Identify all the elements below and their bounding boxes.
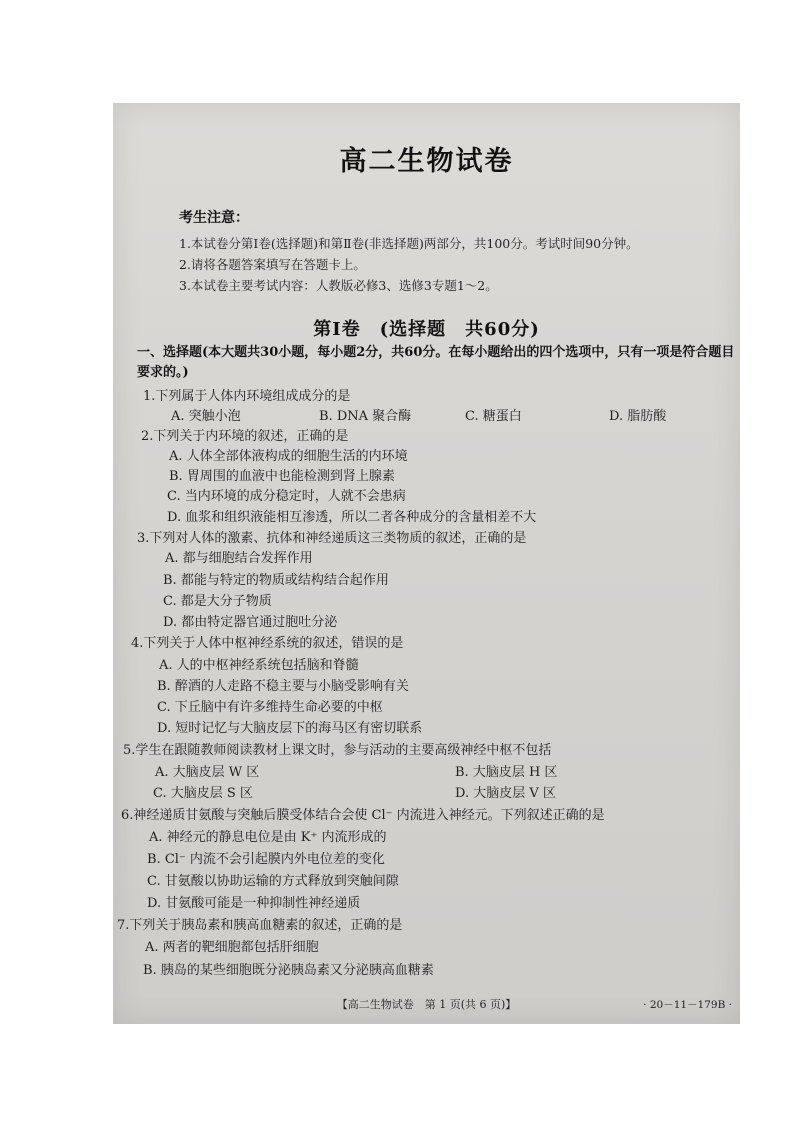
notice-item: 2.请将各题答案填写在答题卡上。 xyxy=(179,257,366,272)
option-a: A. 大脑皮层 W 区 xyxy=(155,765,260,780)
option-d: D. 短时记忆与大脑皮层下的海马区有密切联系 xyxy=(157,721,423,736)
question-stem: 6.神经递质甘氨酸与突触后膜受体结合会使 Cl⁻ 内流进入神经元。下列叙述正确的是 xyxy=(121,808,605,823)
option-d: D. 甘氨酸可能是一种抑制性神经递质 xyxy=(147,896,361,911)
option-c: C. 糖蛋白 xyxy=(465,409,522,424)
option-d: D. 大脑皮层 V 区 xyxy=(455,786,556,801)
option-b: B. 胃周围的血液中也能检测到肾上腺素 xyxy=(169,469,395,484)
option-a: A. 神经元的静息电位是由 K⁺ 内流形成的 xyxy=(149,830,387,845)
question-stem: 2.下列关于内环境的叙述，正确的是 xyxy=(141,429,349,444)
option-a: A. 人的中枢神经系统包括脑和脊髓 xyxy=(159,658,359,673)
question-stem: 7.下列关于胰岛素和胰高血糖素的叙述，正确的是 xyxy=(117,918,403,933)
exam-code: · 20－11－179B · xyxy=(643,999,732,1011)
option-c: C. 都是大分子物质 xyxy=(163,594,272,609)
question-stem: 5.学生在跟随教师阅读教材上课文时，参与活动的主要高级神经中枢不包括 xyxy=(123,743,552,758)
option-a: A. 两者的靶细胞都包括肝细胞 xyxy=(145,940,319,955)
question-stem: 1.下列属于人体内环境组成成分的是 xyxy=(143,389,351,404)
option-a: A. 都与细胞结合发挥作用 xyxy=(165,551,313,566)
notice-item: 1.本试卷分第Ⅰ卷(选择题)和第Ⅱ卷(非选择题)两部分，共100分。考试时间90分钟。 xyxy=(179,236,639,251)
notice-heading: 考生注意： xyxy=(179,210,249,226)
option-a: A. 突触小泡 xyxy=(171,409,241,424)
option-b: B. 大脑皮层 H 区 xyxy=(455,765,558,780)
option-d: D. 脂肪酸 xyxy=(609,409,667,424)
question-stem: 3.下列对人体的激素、抗体和神经递质这三类物质的叙述，正确的是 xyxy=(137,531,527,546)
option-d: D. 血浆和组织液能相互渗透，所以二者各种成分的含量相差不大 xyxy=(167,510,537,525)
section-title: 第Ⅰ卷 (选择题 共60分) xyxy=(313,319,540,340)
option-b: B. Cl⁻ 内流不会引起膜内外电位差的变化 xyxy=(147,852,385,867)
option-a: A. 人体全部体液构成的细胞生活的内环境 xyxy=(169,449,408,464)
option-c: C. 大脑皮层 S 区 xyxy=(153,786,253,801)
option-c: C. 当内环境的成分稳定时，人就不会患病 xyxy=(167,489,406,504)
exam-title: 高二生物试卷 xyxy=(339,146,514,177)
option-c: C. 甘氨酸以协助运输的方式释放到突触间隙 xyxy=(147,874,399,889)
exam-page xyxy=(113,103,740,1024)
question-stem: 4.下列关于人体中枢神经系统的叙述，错误的是 xyxy=(131,636,404,651)
option-b: B. DNA 聚合酶 xyxy=(319,409,412,424)
option-b: B. 都能与特定的物质或结构结合起作用 xyxy=(163,573,389,588)
option-b: B. 胰岛的某些细胞既分泌胰岛素又分泌胰高血糖素 xyxy=(143,963,434,978)
page-footer: 【高二生物试卷 第 1 页(共 6 页)】 xyxy=(336,998,517,1011)
option-c: C. 下丘脑中有许多维持生命必要的中枢 xyxy=(157,700,383,715)
option-b: B. 醉酒的人走路不稳主要与小脑受影响有关 xyxy=(157,679,409,694)
section-instructions: 一、选择题(本大题共30小题，每小题2分，共60分。在每小题给出的四个选项中，只有一项是符合题目要求的。) xyxy=(137,345,735,380)
notice-item: 3.本试卷主要考试内容：人教版必修3、选修3专题1～2。 xyxy=(179,278,498,293)
option-d: D. 都由特定器官通过胞吐分泌 xyxy=(163,615,338,630)
